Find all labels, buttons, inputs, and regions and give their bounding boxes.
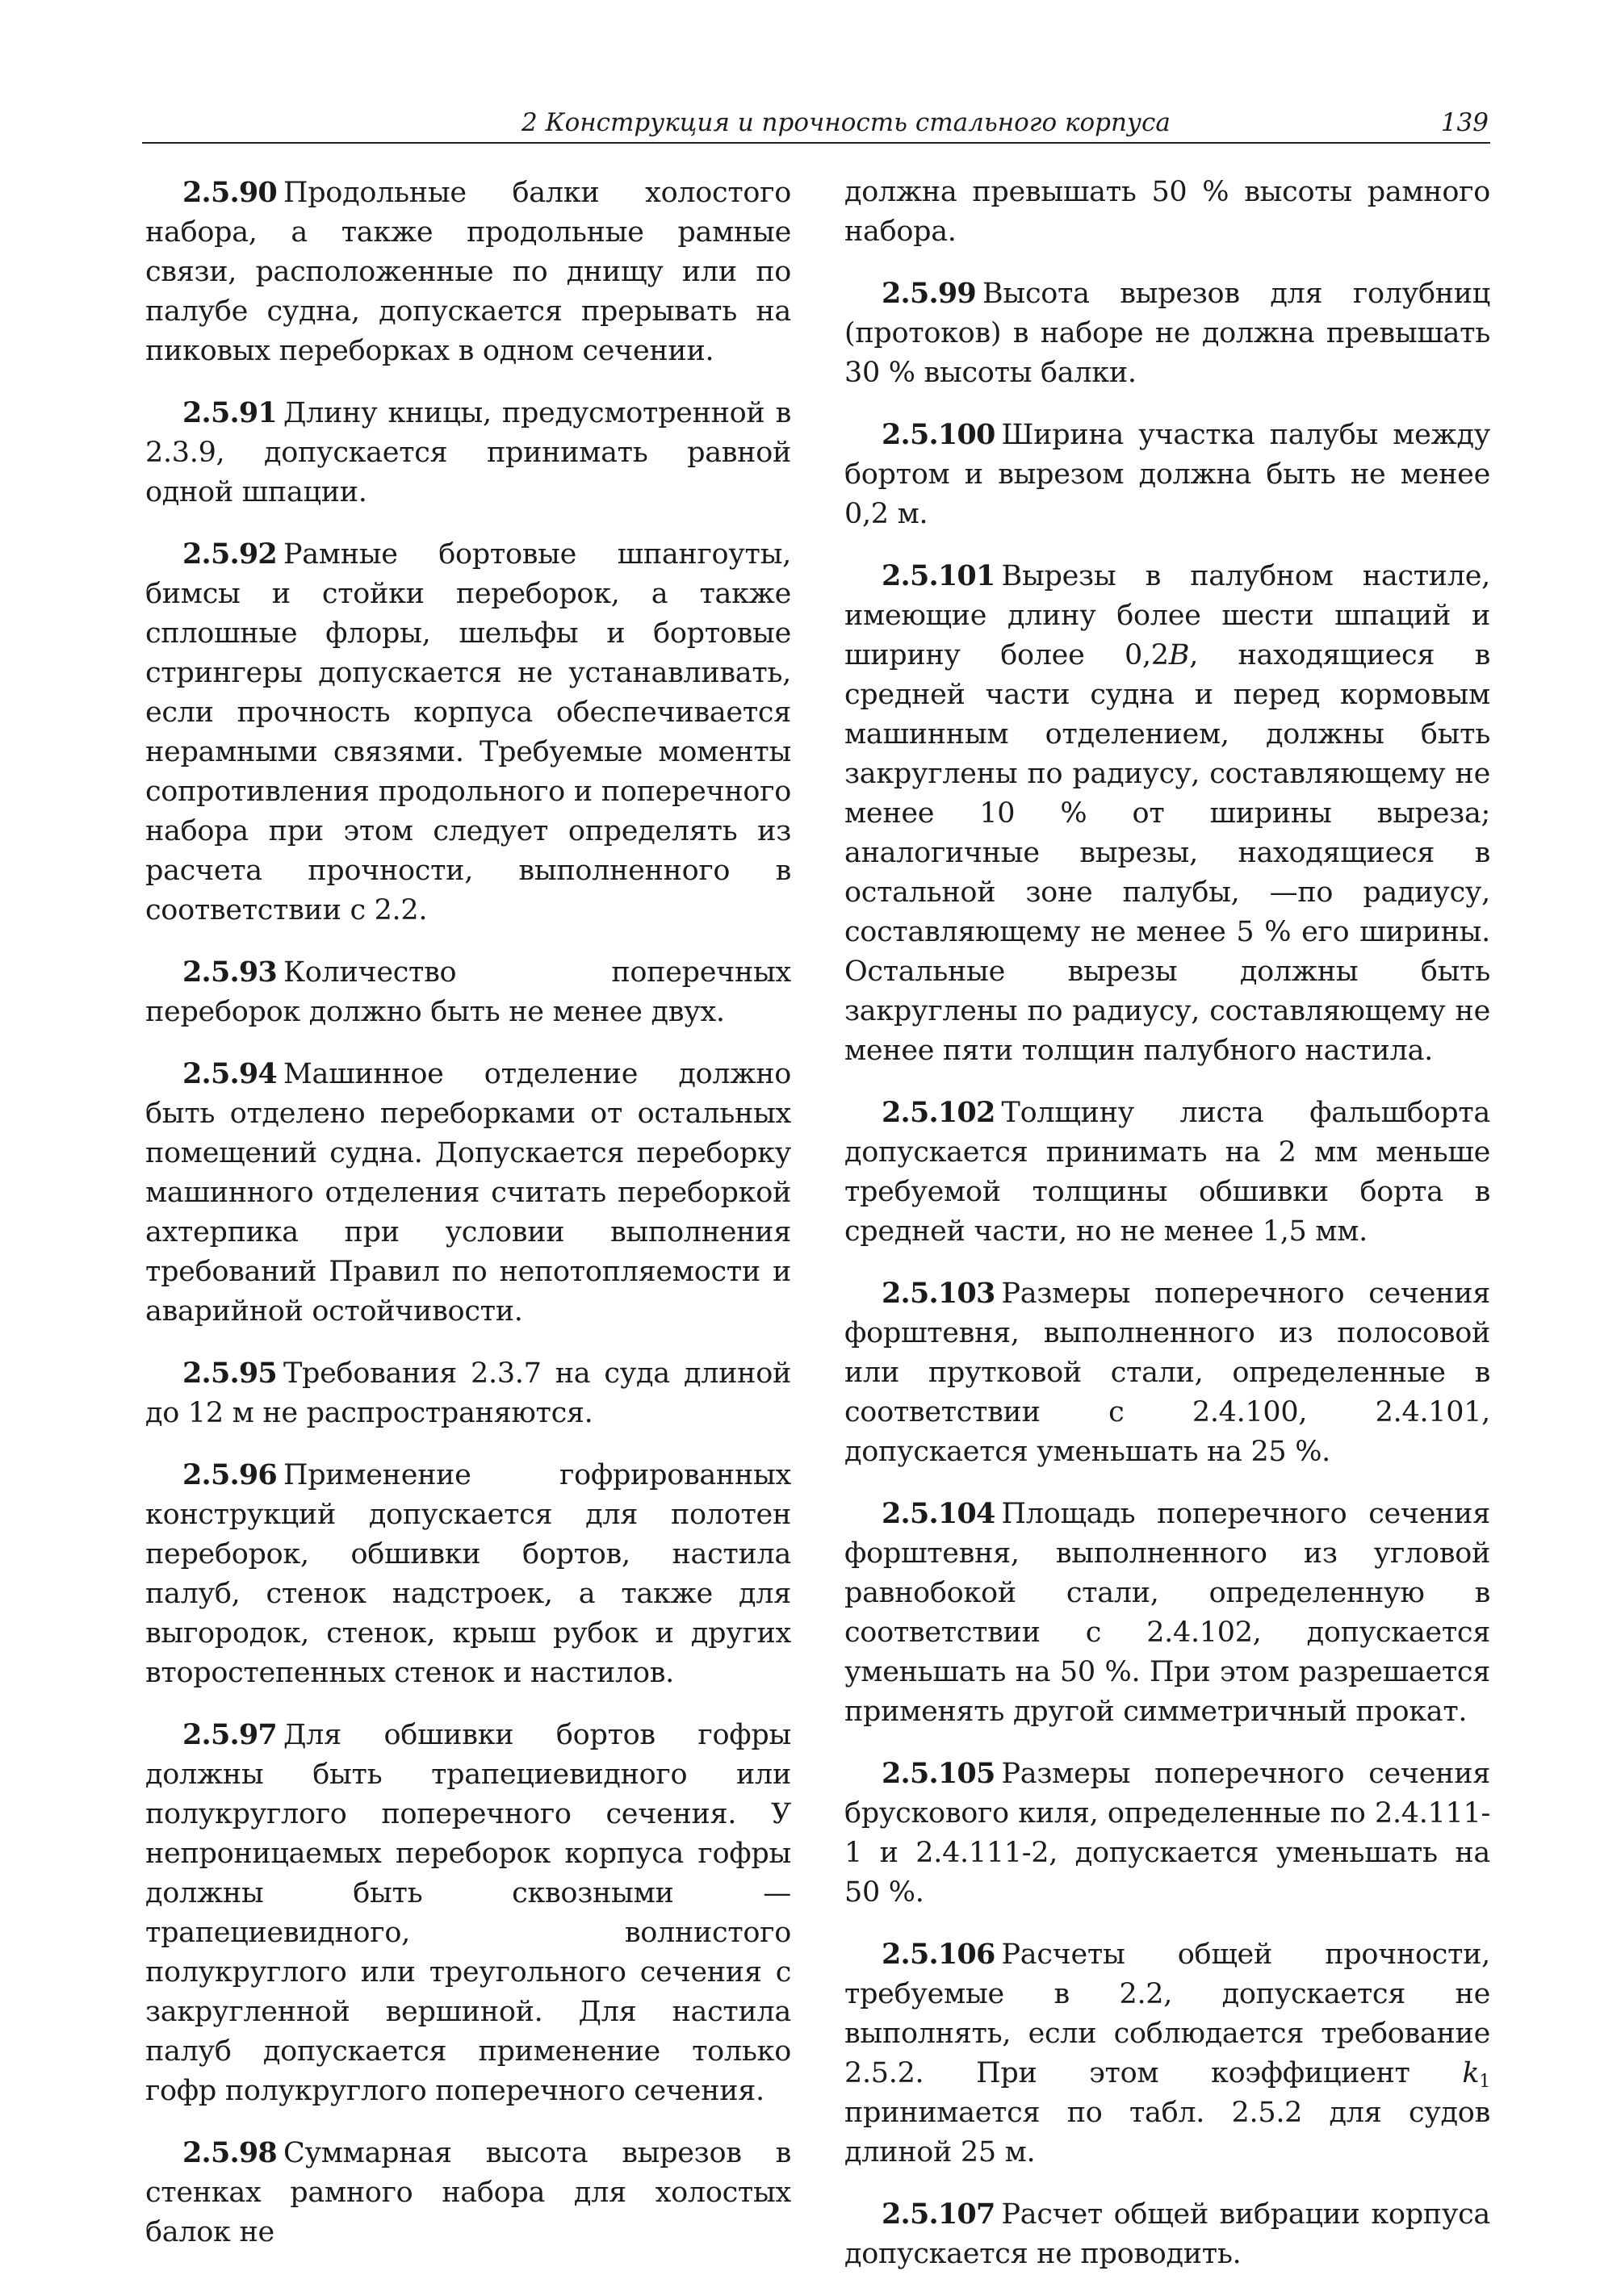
paragraph-number: 2.5.98	[182, 2136, 277, 2169]
paragraph-number: 2.5.91	[182, 396, 277, 429]
paragraph-text: Ширина участка палубы между бортом и вырезом должна быть не менее 0,2 м.	[844, 419, 1490, 530]
paragraph-text: Вырезы в палубном настиле, имеющие длину более шести шпаций и ширину более 0,2	[844, 560, 1490, 671]
paragraph-text: Размеры поперечного сечения форштевня, выполненного из полосовой или прутковой стали, определенные в соответствии с 2.4.100, 2.4.101, допускается уменьшать на 25 %.	[844, 1278, 1490, 1468]
paragraph-2-5-97	[145, 1715, 791, 2111]
paragraph-number: 2.5.92	[182, 537, 277, 571]
paragraph-text: Расчеты общей прочности, требуемые в 2.2, допускается не выполнять, если соблюдается требование 2.5.2. При этом коэффициент	[844, 1938, 1490, 2089]
paragraph-number: 2.5.106	[882, 1938, 995, 1971]
paragraph-text: Количество поперечных переборок должно быть не менее двух.	[145, 956, 791, 1028]
paragraph-text: Применение гофрированных конструкций допускается для полотен переборок, обшивки бортов, настила палуб, стенок надстроек, а также для выгородок, стенок, крыш рубок и других второстепенных стенок и настилов.	[145, 1459, 791, 1689]
paragraph-2-5-99	[844, 274, 1490, 393]
paragraph-2-5-96	[145, 1455, 791, 1693]
paragraph-text: Рамные бортовые шпангоуты, бимсы и стойки переборок, а также сплошные флоры, шельфы и бортовые стрингеры допускается не устанавливать, если прочность корпуса обеспечивается нерамными связями. Требуемые моменты сопротивления продольного и поперечного набора при этом следует определять из расчета прочности, выполненного в соответствии с 2.2.	[145, 538, 791, 926]
left-column	[145, 173, 791, 2274]
paragraph-2-5-104	[844, 1494, 1490, 1732]
paragraph-number: 2.5.93	[182, 956, 277, 989]
breadth-variable: B	[1168, 639, 1190, 671]
paragraph-number: 2.5.95	[182, 1357, 277, 1390]
paragraph-2-5-103	[844, 1273, 1490, 1472]
paragraph-number: 2.5.101	[882, 559, 995, 592]
paragraph-text: , находящиеся в средней части судна и перед кормовым машинным отделением, должны быть закруглены по радиусу, составляющему не менее 10 % от ширины выреза; аналогичные вырезы, находящиеся в остальной зоне палубы, —по радиусу, составляющему не менее 5 % его ширины. Остальные вырезы должны быть закруглены по радиусу, составляющему не менее пяти толщин палубного настила.	[844, 639, 1490, 1067]
paragraph-text: Расчет общей вибрации корпуса допускается не проводить.	[844, 2198, 1490, 2270]
paragraph-number: 2.5.104	[882, 1497, 995, 1530]
paragraph-2-5-105	[844, 1754, 1490, 1913]
coefficient-variable: k	[1462, 2057, 1480, 2089]
paragraph-number: 2.5.102	[882, 1096, 995, 1129]
paragraph-2-5-100	[844, 415, 1490, 534]
paragraph-text: Требования 2.3.7 на суда длиной до 12 м не распространяются.	[145, 1357, 791, 1429]
paragraph-2-5-90	[145, 173, 791, 371]
paragraph-text: Для обшивки бортов гофры должны быть трапециевидного или полукруглого поперечного сечения. У непроницаемых переборок корпуса гофры должны быть сквозными — трапециевидного, волнистого полукруглого или треугольного сечения с закругленной вершиной. Для настила палуб допускается применение только гофр полукруглого поперечного сечения.	[145, 1719, 791, 2107]
paragraph-2-5-101	[844, 556, 1490, 1071]
paragraph-text: Длину кницы, предусмотренной в 2.3.9, допускается принимать равной одной шпации.	[145, 397, 791, 508]
paragraph-text: Толщину листа фальшборта допускается принимать на 2 мм меньше требуемой толщины обшивки борта в средней части, но не менее 1,5 мм.	[844, 1097, 1490, 1248]
paragraph-text: принимается по табл. 2.5.2 для судов длиной 25 м.	[844, 2097, 1490, 2168]
paragraph-number: 2.5.100	[882, 418, 995, 451]
right-column	[844, 173, 1490, 2296]
paragraph-2-5-93	[145, 952, 791, 1032]
paragraph-2-5-92	[145, 534, 791, 931]
paragraph-number: 2.5.99	[882, 277, 976, 310]
paragraph-text: Машинное отделение должно быть отделено переборками от остальных помещений судна. Допускается переборку машинного отделения считать переборкой ахтерпика при условии выполнения требований Правил по непотопляемости и аварийной остойчивости.	[145, 1058, 791, 1328]
paragraph-text: Продольные балки холостого набора, а также продольные рамные связи, расположенные по днищу или по палубе судна, допускается прерывать на пиковых переборках в одном сечении.	[145, 177, 791, 367]
paragraph-2-5-95	[145, 1353, 791, 1433]
paragraph-number: 2.5.96	[182, 1458, 277, 1491]
paragraph-2-5-107	[844, 2194, 1490, 2274]
paragraph-text: Высота вырезов для голубниц (протоков) в наборе не должна превышать 30 % высоты балки.	[844, 278, 1490, 389]
paragraph-number: 2.5.105	[882, 1757, 995, 1790]
paragraph-2-5-98-continuation: должна превышать 50 % высоты рамного набора.	[844, 176, 1490, 248]
paragraph-2-5-102	[844, 1093, 1490, 1252]
page-number: 139	[1440, 108, 1489, 137]
paragraph-number: 2.5.94	[182, 1057, 277, 1090]
running-header	[142, 107, 1490, 144]
paragraph-number: 2.5.90	[182, 176, 277, 209]
paragraph-text: Суммарная высота вырезов в стенках рамного набора для холостых балок не	[145, 2137, 791, 2248]
paragraph-number: 2.5.97	[182, 1718, 277, 1751]
paragraph-2-5-91	[145, 393, 791, 512]
paragraph-2-5-94	[145, 1054, 791, 1332]
paragraph-number: 2.5.107	[882, 2198, 995, 2231]
coefficient-subscript: 1	[1479, 2072, 1490, 2092]
paragraph-text: Размеры поперечного сечения брускового киля, определенные по 2.4.111-1 и 2.4.111-2, допускается уменьшать на 50 %.	[844, 1758, 1490, 1909]
paragraph-text: Площадь поперечного сечения форштевня, выполненного из угловой равнобокой стали, определенную в соответствии с 2.4.102, допускается уменьшать на 50 %. При этом разрешается применять другой симметричный прокат.	[844, 1498, 1490, 1728]
running-title: 2 Конструкция и прочность стального корпуса	[521, 108, 1171, 137]
paragraph-number: 2.5.103	[882, 1277, 995, 1310]
paragraph-2-5-98	[145, 2133, 791, 2252]
paragraph-2-5-106	[844, 1934, 1490, 2173]
